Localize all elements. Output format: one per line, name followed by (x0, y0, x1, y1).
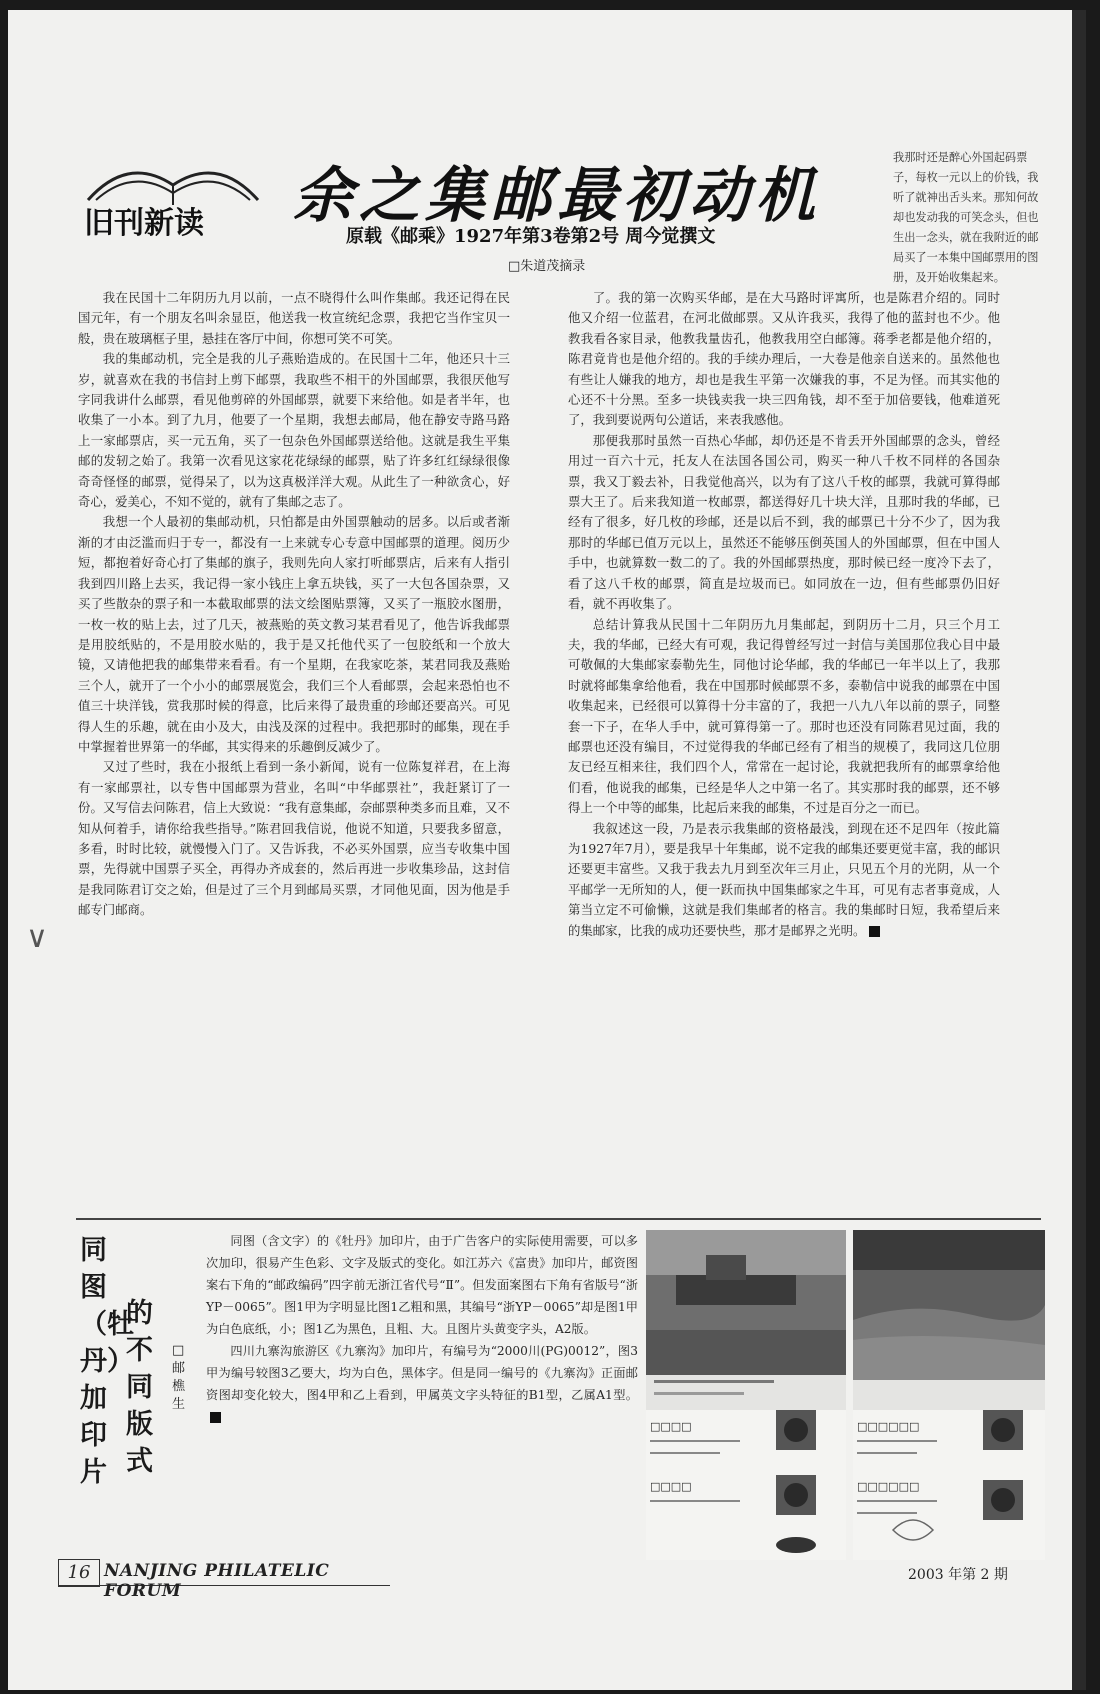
end-mark-icon (210, 1412, 221, 1423)
issue-label: 2003 年第 2 期 (908, 1567, 1008, 1583)
paragraph: 又过了些时，我在小报纸上看到一条小新闻，说有一位陈复祥君，在上海有一家邮票社，以专售中国邮票为营业，名叫“中华邮票社”，我赶紧订了一份。又写信去问陈君，信上大致说：“我有意集邮，奈邮票种类多而且难，又不知从何着手，请你给我些指导。”陈君回我信说，他说不知道，只要我多留意，多看，时时比较，就慢慢入门了。又告诉我，不必买外国票，应当专收集中国票，先得就中国票子买全，再得办齐成套的，然后再进一步收集珍品，这封信是我同陈君订交之始，但是过了三个月到邮局买票，才同他见面，因为他是手邮专门邮商。 (78, 759, 510, 918)
page-number: 16 (58, 1559, 100, 1587)
postcard-image-right (853, 1230, 1045, 1560)
article2-author: □邮樵生 (172, 1343, 186, 1412)
postcard-image-left (646, 1230, 846, 1560)
section-divider (76, 1218, 1041, 1220)
stamp-label: □□□□□□ (857, 1420, 920, 1433)
article-byline: □朱道茂摘录 (508, 259, 586, 274)
publication-name: NANJING PHILATELIC FORUM (104, 1561, 330, 1601)
article-source: 原载《邮乘》1927年第3卷第2号 周今觉撰文 (346, 226, 716, 247)
paragraph: 总结计算我从民国十二年阴历九月集邮起，到阴历十二月，只三个月工夫，我的华邮，已经大有可观，我记得曾经写过一封信与美国那位我心目中最可敬佩的大集邮家泰勒先生，同他讨论华邮，我的华邮已一年半以上了，我那时就将邮集拿给他看，我在中国那时候邮票不多，泰勒信中说我的邮票在中国收集起来，已经很可以算得十分丰富的了，我把一八九八年以前的票子，同整套一下子，在华人手中，就可算得第一了。那时也还没有同陈君见过面，我的邮票也还没有编目，不过觉得我的华邮已经有了相当的规模了，我同这几位朋友已经互相来往，我们四个人，常常在一起讨论，我就把我所有的邮票拿给他们看，他说我的邮集，已经是华人之中第一名了。其实那时我的邮票，还不够得上一个中等的邮集，比起后来我的邮集，不过是百分之一而已。 (568, 616, 1000, 816)
article2-body (206, 1230, 638, 1428)
column-logo (78, 145, 268, 240)
corner-text-column: 我那时还是醉心外国起码票子，每枚一元以上的价钱，我听了就神出舌头来。那知何故却也发动我的可笑念头，但也生出一念头，就在我附近的邮局买了一本集中国邮票用的图册，及开始收集起来。 (893, 151, 1039, 284)
paragraph-text: 我叙述这一段，乃是表示我集邮的资格最浅，到现在还不足四年（按此篇为1927年7月），要是我早十年集邮，说不定我的邮集还要更觉丰富，我的邮识还要更丰富些。又我于我去九月到至次年三月止，只见五个月的光阴，从一个平邮学一无所知的人，便一跃而执中国集邮家之牛耳，可见有志者事竟成，人第当立定不可偷懒，这就是我们集邮者的格言。我的集邮时日短，我希望后来的集邮家，比我的成功还要快些，那才是邮界之光明。 (568, 820, 1000, 938)
logo-text: 旧刊新读 (84, 206, 204, 240)
stamp-label: □□□□ (650, 1420, 692, 1433)
paragraph: 那便我那时虽然一百热心华邮，却仍还是不肯丢开外国邮票的念头，曾经用过一百六十元，托友人在法国各国公司，购买一种八千枚不同样的各国杂票，我又丁毅去补，日我觉他高兴，以为有了这八千枚的邮票，我就可算得邮票大王了。后来我知道一枚邮票，都送得好几十块大洋，且那时我的华邮，已经有了很多，好几枚的珍邮，还是以后不到，我的邮票已十分不少了，因为我那时的华邮已值万元以上，虽然还不能够压倒英国人的外国邮票，但在中国人手中，也就算数一数二的了。我的外国邮票热度，那时候已经一度冷下去了，看了这八千枚的邮票，简直是垃圾而已。如同放在一边，但有些邮票仍旧好看，就不再收集了。 (568, 432, 1000, 612)
paragraph-text: 四川九寨沟旅游区《九寨沟》加印片，有编号为“2000川(PG)0012”，图3甲为编号较图3乙要大，均为白色，黑体字。但是同一编号的《九寨沟》正面邮资图却变化较大，图4甲和乙上看到，甲属英文字头特征的B1型，乙属A1型。 (206, 1344, 638, 1402)
paragraph: 了。我的第一次购买华邮，是在大马路时评寓所，也是陈君介绍的。同时他又介绍一位蓝君，在河北做邮票。又从许我买，我得了他的蓝封也不少。他教我看各家目录，他教我量齿孔，他教我用空白邮簿。蒋季老都是他介绍的，陈君竟肯也是他介绍的。我的手续办理后，一大卷是他亲自送来的。虽然他也有些让人嫌我的地方，却也是我生平第一次嫌我的事，不足为怪。而其实他的心还不十分黑。至多一块钱卖我一块三四角钱，却不至于加倍要钱，他难道死了，我到要说两句公道话，来表我感他。 (568, 290, 1000, 428)
paragraph: 我的集邮动机，完全是我的儿子燕贻造成的。在民国十二年，他还只十三岁，就喜欢在我的书信封上剪下邮票，我取些不相干的外国邮票，我很厌他写字同我讲什么邮票，看见他剪碎的外国邮票，就要下来给他。如是者半年，也收集了一小本。到了九月，他要了一个星期，我想去邮局，他在静安寺路马路上一家邮票店，买一元五角，买了一包杂色外国邮票送给他。这就是我生平集邮的发轫之始了。我第一次看见这家花花绿绿的邮票，贴了许多红红绿绿很像奇奇怪怪的邮票，觉得呆了，以为这真极洋洋大观。从此生了一种欲贪心，好奇心，爱美心，不知不觉的，就有了集邮之志了。 (78, 351, 510, 510)
article-left-column (78, 288, 510, 1198)
margin-tick-mark: ∨ (26, 920, 48, 955)
magazine-page (8, 10, 1086, 1690)
article2-title-line1: 同图（牡丹）加印片 (80, 1235, 134, 1488)
end-mark-icon (869, 926, 880, 937)
postcard-photo-right (853, 1230, 1045, 1560)
page-footer (58, 1555, 390, 1601)
article2-title-line2: 的不同版式 (126, 1298, 153, 1477)
stamp-label: □□□□ (650, 1480, 692, 1493)
article-title: 余之集邮最初动机 (293, 161, 821, 231)
paragraph (206, 1340, 638, 1428)
paragraph: 我想一个人最初的集邮动机，只怕都是由外国票触动的居多。以后或者渐渐的才由泛滥而归于专一，都没有一上来就专心专意中国邮票的道理。阅历少短，都抱着好奇心打了集邮的旗子，我则先向人家打听邮票店，后来有人指引我到四川路上去买，我记得一家小钱庄上拿五块钱，买了一大包各国杂票，又买了些散杂的票子和一本截取邮票的法文绘图贴票簿，又买了一瓶胶水图册，一枚一枚的贴上去，过了几天，被燕贻的英文教习某君看见了，他告诉我邮票是用胶纸贴的，不是用胶水贴的，我于是又托他代买了一包胶纸和一个放大镜，又请他把我的邮集带来看看。有一个星期，在我家吃茶，某君同我及燕贻三个人，就开了一个小小的邮票展览会，我们三个人看邮票，会起来恐怕也不值三十块洋钱，赏我那时候的得意，比后来得了最贵重的珍邮还要高兴。可见得人生的乐趣，就在由小及大，由浅及深的过程中。我把那时的邮集，现在手中掌握着世界第一的华邮，其实得来的乐趣倒反减少了。 (78, 514, 510, 754)
stamp-label: □□□□□□ (857, 1480, 920, 1493)
article-right-column (568, 288, 1000, 1203)
scan-edge (1072, 10, 1086, 1690)
paragraph: 同图（含文字）的《牡丹》加印片，由于广告客户的实际使用需要，可以多次加印，很易产生色彩、文字及版式的变化。如江苏六《富贵》加印片，邮资图案右下角的“邮政编码”四字前无浙江省代号“Ⅱ”。但发面案图右下角有省版号“浙YP－0065”。图1甲为字明显比图1乙粗和黑，其编号“浙YP－0065”却是图1甲为白色底纸，小；图1乙为黑色，且粗、大。且图片头黄变字头，A2版。 (206, 1234, 638, 1336)
paragraph (568, 819, 1000, 941)
open-book-icon (78, 145, 268, 240)
paragraph: 我在民国十二年阴历九月以前，一点不晓得什么叫作集邮。我还记得在民国元年，有一个朋友名叫余显臣，他送我一枚宣统纪念票，我把它当作宝贝一般，贵在玻璃框子里，悬挂在客厅中间，你想可笑不可笑。 (78, 290, 510, 346)
postcard-photo-left (646, 1230, 846, 1560)
